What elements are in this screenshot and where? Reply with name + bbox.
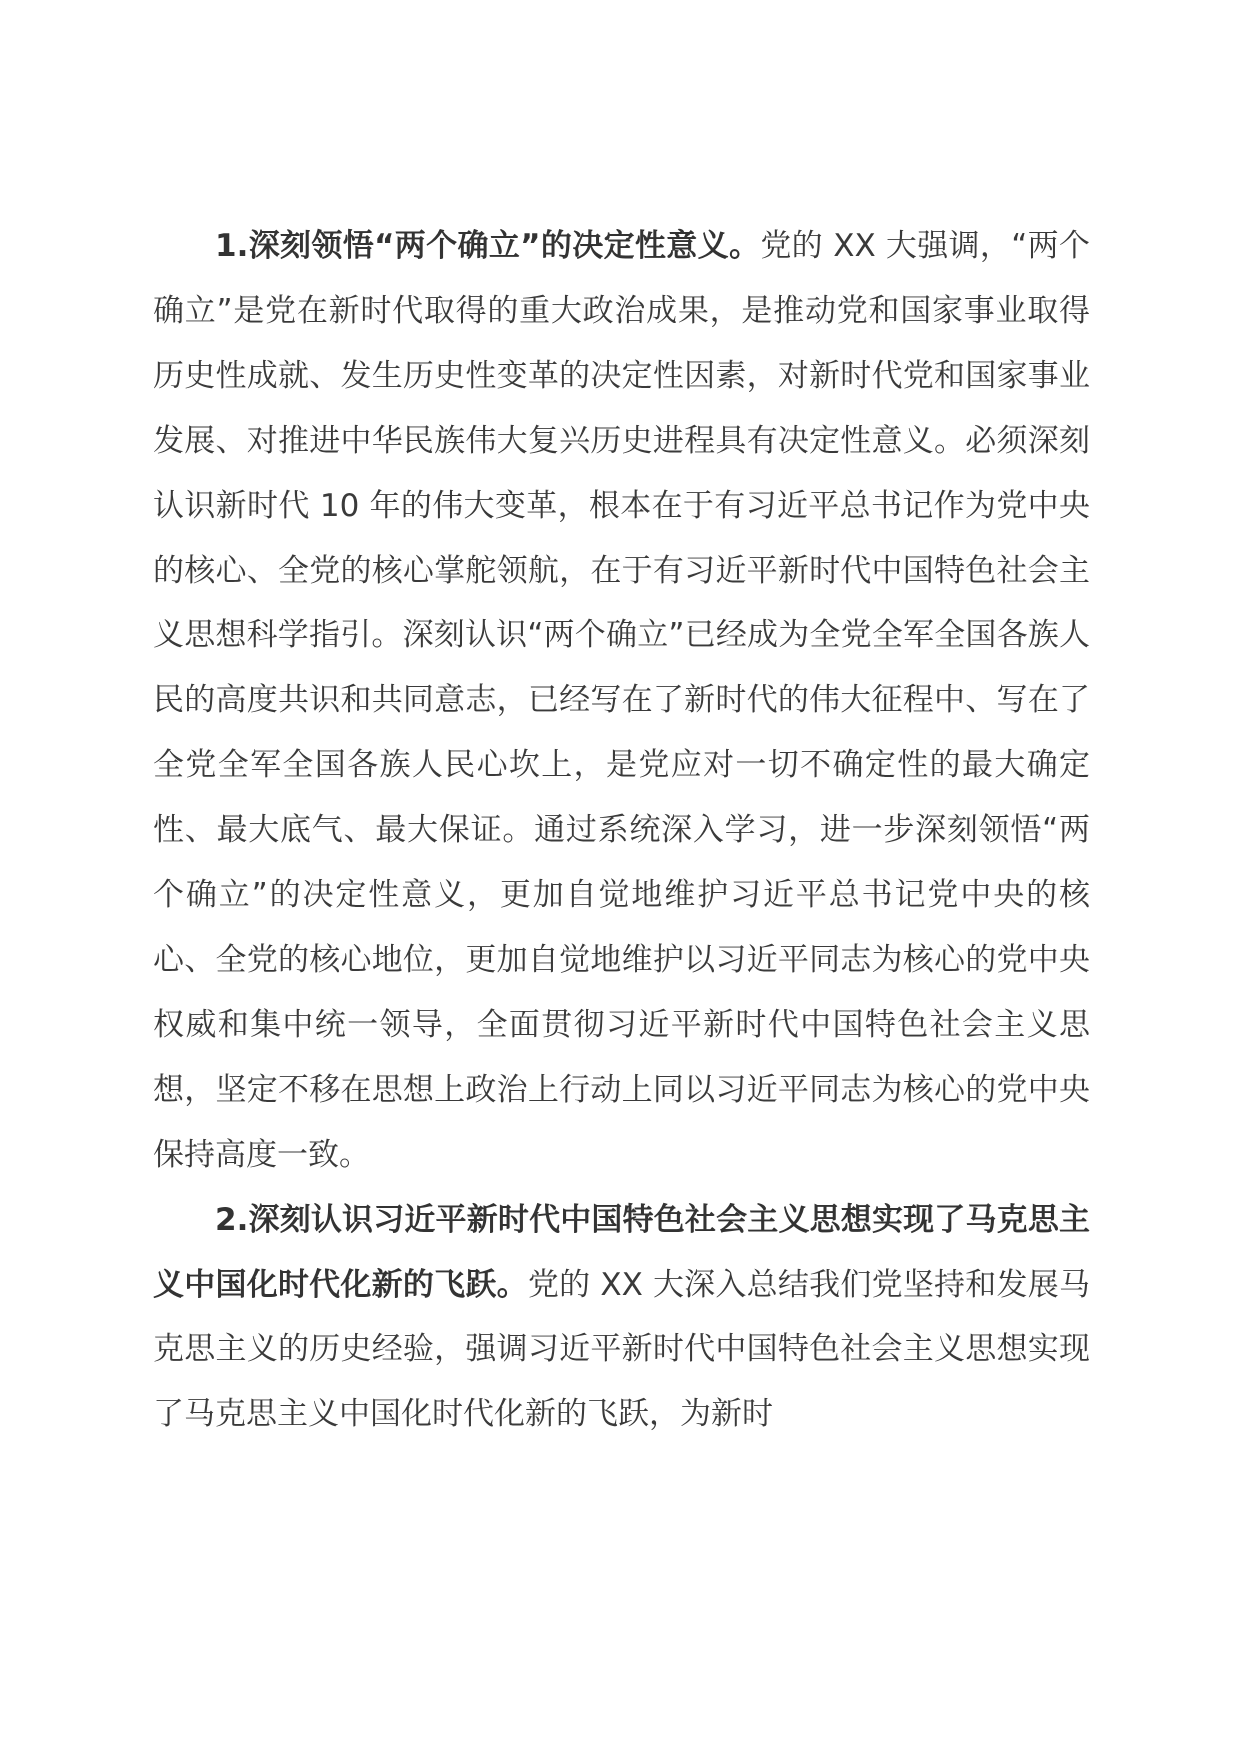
paragraph-2-text: 党的 XX 大深入总结我们党坚持和发展马克思主义的历史经验，强调习近平新时代中国特色社会主义思想实现了马克思主义中国化时代化新的飞跃，为新时 [153,1266,1091,1433]
paragraph-1-text: 党的 XX 大强调，“两个确立”是党在新时代取得的重大政治成果，是推动党和国家事业取得历史性成就、发生历史性变革的决定性因素，对新时代党和国家事业发展、对推进中华民族伟大复兴历史进程具有决定性意义。必须深刻认识新时代 10 年的伟大变革，根本在于有习近平总书记作为党中央的核心、全党的核心掌舵领航，在于有习近平新时代中国特色社会主义思想科学指引。深刻认识“两个确立”已经成为全党全军全国各族人民的高度共识和共同意志，已经写在了新时代的伟大征程中、写在了全党全军全国各族人民心坎上，是党应对一切不确定性的最大确定性、最大底气、最大保证。通过系统深入学习，进一步深刻领悟“两个确立”的决定性意义，更加自觉地维护习近平总书记党中央的核心、全党的核心地位，更加自觉地维护以习近平同志为核心的党中央权威和集中统一领导，全面贯彻习近平新时代中国特色社会主义思想，坚定不移在思想上政治上行动上同以习近平同志为核心的党中央保持高度一致。 [153,228,1091,1173]
paragraph-2 [153,1188,1090,1448]
paragraph-1 [153,214,1090,1188]
document-body [153,214,1090,1447]
paragraph-2-heading: 2.深刻认识习近平新时代中国特色社会主义思想实现了马克思主义中国化时代化新的飞跃。 [153,1201,1090,1303]
paragraph-1-heading: 1.深刻领悟“两个确立”的决定性意义。 [215,228,761,264]
